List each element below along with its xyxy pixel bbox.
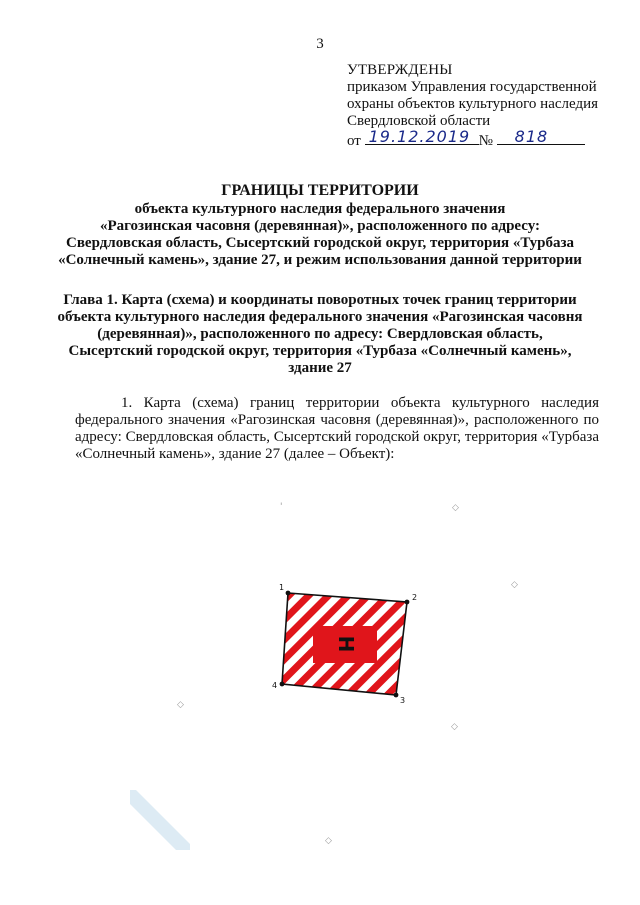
chapter-line-3: (деревянная)», расположенного по адресу: Свердловская область, (97, 326, 543, 342)
vertex-1 (286, 591, 291, 596)
approval-block (347, 62, 627, 150)
scan-speck: ◇ (177, 700, 184, 710)
title-line-2: объекта культурного наследия федерального значения (134, 201, 506, 217)
scan-speck: ◇ (451, 722, 458, 732)
date-value: 19.12.2019 (368, 127, 471, 146)
approval-line-3: Свердловской области (347, 113, 491, 129)
approval-date-number-line (347, 127, 627, 150)
page-number: 3 (316, 36, 324, 52)
scan-speck: ◇ (511, 580, 518, 590)
chapter-line-4: Сысертский городской округ, территория «Турбаза «Солнечный камень», (68, 343, 572, 359)
approval-line-2: охраны объектов культурного наследия (347, 96, 599, 112)
vertex-3 (394, 693, 399, 698)
point-label-1: 1 (279, 583, 285, 592)
chapter-line-5: здание 27 (288, 360, 352, 376)
point-label-3: 3 (400, 696, 406, 705)
number-field (497, 127, 585, 146)
vertex-2 (405, 600, 410, 605)
chapter-heading (40, 292, 600, 377)
territory-map (260, 560, 440, 720)
paragraph-map-intro: 1. Карта (схема) границ территории объекта культурного наследия федерального значения «Рагозинская часовня (деревянная)», расположенного по адресу: Свердловская область, Сысертский городской округ, территория «Турбаза «Солнечный камень», здание 27 (далее – Объект): (75, 395, 599, 462)
point-label-4: 4 (272, 681, 278, 690)
approval-heading: УТВЕРЖДЕНЫ (347, 62, 453, 78)
title-line-5: «Солнечный камень», здание 27, и режим использования данной территории (58, 252, 582, 268)
point-label-2: 2 (412, 593, 418, 602)
number-value: 818 (514, 127, 549, 146)
date-field (365, 127, 479, 146)
chapter-line-2: объекта культурного наследия федерального значения «Рагозинская часовня (57, 309, 583, 325)
scan-speck: ◇ (325, 836, 332, 846)
scan-speck: ' (280, 502, 283, 512)
vertex-4 (280, 682, 285, 687)
date-prefix: от (347, 133, 361, 149)
approval-line-1: приказом Управления государственной (347, 79, 597, 95)
object-label: Н (334, 635, 358, 653)
number-prefix: № (478, 133, 493, 149)
title-line-4: Свердловская область, Сысертский городской округ, территория «Турбаза (65, 235, 574, 251)
title-line-3: «Рагозинская часовня (деревянная)», расположенного по адресу: (99, 218, 541, 234)
chapter-line-1: Глава 1. Карта (схема) и координаты поворотных точек границ территории (63, 292, 577, 308)
title-main: ГРАНИЦЫ ТЕРРИТОРИИ (221, 182, 419, 199)
scan-artifact-shape (130, 790, 190, 850)
document-title (40, 182, 600, 269)
scan-speck: ◇ (452, 503, 459, 513)
